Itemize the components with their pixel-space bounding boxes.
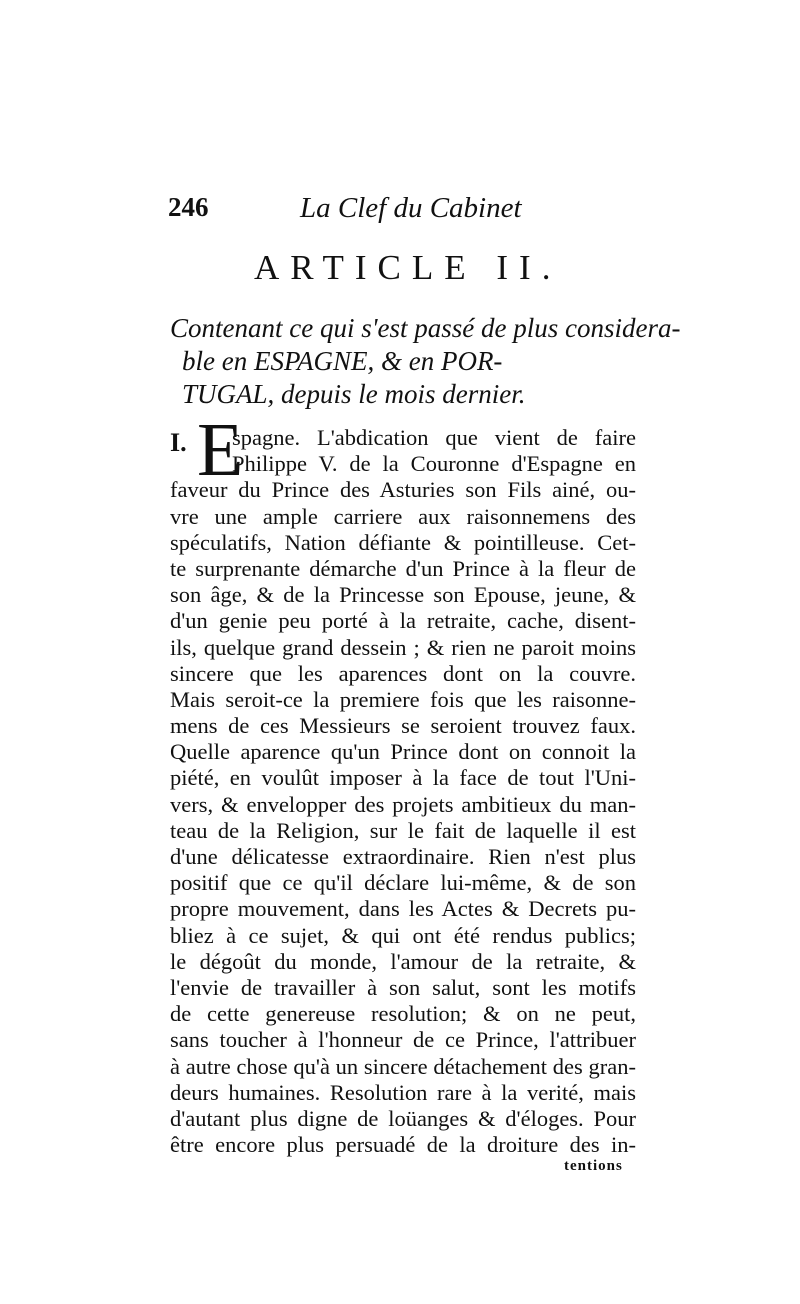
text-line: spéculatifs, Nation défiante & pointilleuse. Cet- [170,529,636,555]
text-line: faveur du Prince des Asturies son Fils ainé, ou- [170,477,636,503]
text-line: mens de ces Messieurs se seroient trouvez faux. [170,713,636,739]
text-line: teau de la Religion, sur le fait de laquelle il est [170,817,636,843]
page-number: 246 [168,192,209,222]
text-line: Philippe V. de la Couronne d'Espagne en [232,451,636,477]
catchword: tentions [564,1158,623,1174]
text-line: deurs humaines. Resolution rare à la verité, mais [170,1079,636,1105]
running-title: La Clef du Cabinet [300,192,522,224]
summary-line: TUGAL, depuis le mois dernier. [182,379,526,409]
section-number: I. [170,428,187,457]
text-line: d'un genie peu porté à la retraite, cache, disent- [170,608,636,634]
text-line: sincere que les aparences dont on la couvre. [170,660,636,686]
summary-line: Contenant ce qui s'est passé de plus considera- [170,313,681,343]
text-line: vers, & envelopper des projets ambitieux du man- [170,791,636,817]
summary-line: ble en ESPAGNE, & en POR- [182,346,503,376]
text-line: spagne. L'abdication que vient de faire [232,425,636,450]
text-line: vre une ample carriere aux raisonnemens des [170,503,636,529]
text-line: de cette genereuse resolution; & on ne peut, [170,1001,636,1027]
article-summary [170,312,681,411]
text-line: le dégoût du monde, l'amour de la retraite, & [170,948,636,974]
text-line: ils, quelque grand dessein ; & rien ne paroit moins [170,634,636,660]
running-head [168,192,638,228]
text-line: te surprenante démarche d'un Prince à la fleur de [170,555,636,581]
text-line: être encore plus persuadé de la droiture des in- [170,1132,636,1158]
text-line: bliez à ce sujet, & qui ont été rendus publics; [170,922,636,948]
section-body [170,425,636,1158]
article-heading: ARTICLE II. [254,248,562,287]
drop-cap: E [197,408,244,492]
text-line: Mais seroit-ce la premiere fois que les raisonne- [170,686,636,712]
text-line: son âge, & de la Princesse son Epouse, jeune, & [170,582,636,608]
text-line: d'autant plus digne de loüanges & d'éloges. Pour [170,1105,636,1131]
text-line: piété, en voulût imposer à la face de tout l'Uni- [170,765,636,791]
text-line: propre mouvement, dans les Actes & Decrets pu- [170,896,636,922]
text-line: sans toucher à l'honneur de ce Prince, l'attribuer [170,1027,636,1053]
text-line: Quelle aparence qu'un Prince dont on connoit la [170,739,636,765]
text-line: positif que ce qu'il déclare lui-même, & de son [170,870,636,896]
text-line: l'envie de travailler à son salut, sont les motifs [170,974,636,1000]
text-line: à autre chose qu'à un sincere détachement des gran- [170,1053,636,1079]
text-line: d'une délicatesse extraordinaire. Rien n'est plus [170,844,636,869]
